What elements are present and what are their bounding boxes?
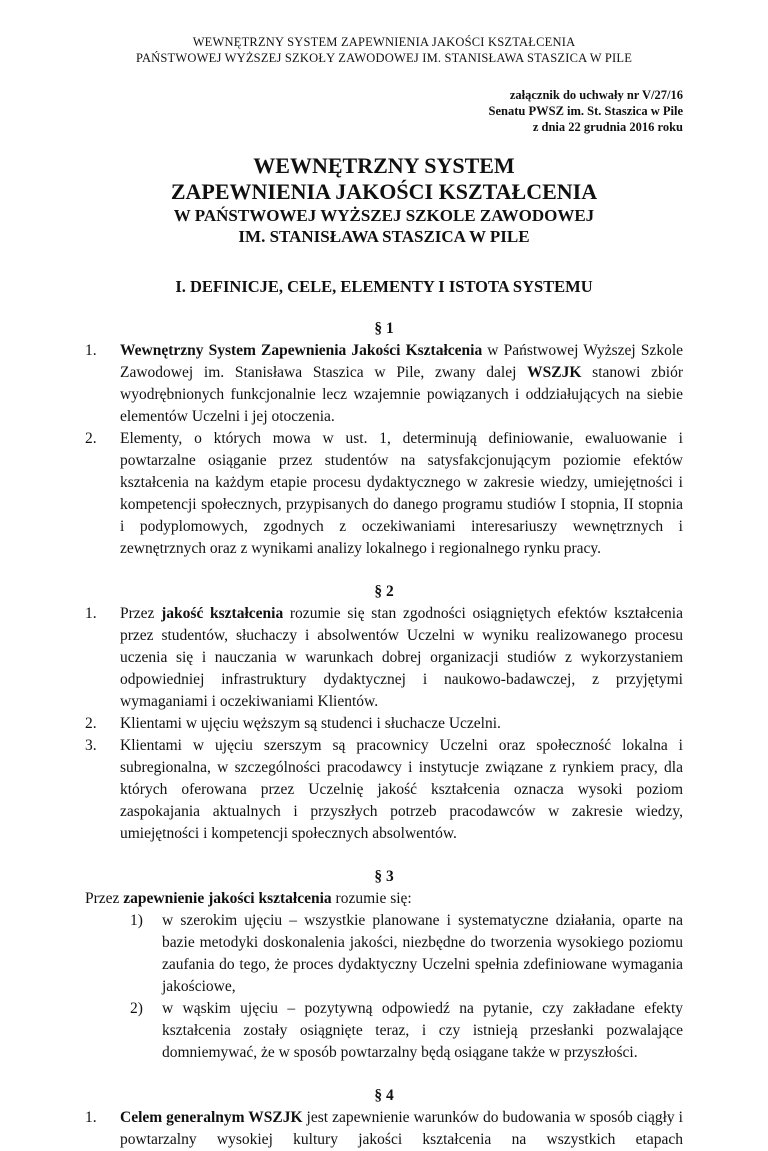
sections — [85, 318, 683, 1151]
list-item-number: 2. — [85, 715, 97, 732]
text: Klientami w ujęciu szerszym są pracownicy Uczelni oraz społeczność lokalna i subregionalna, w szczególności pracodawcy i instytucje związane z rynkiem pracy, dla których oferowana przez Uczelnię jakość kształcenia oznacza wysoki poziom zaspokajania aktualnych i przyszłych potrzeb pracodawców w zakresie wiedzy, umiejętności i kompetencji społecznych absolwentów. — [120, 737, 683, 842]
section-mark: § 2 — [374, 583, 394, 600]
bold-text: zapewnienie jakości kształcenia — [123, 890, 332, 907]
attachment-note-line2: Senatu PWSZ im. St. Staszica w Pile — [488, 104, 683, 118]
section-mark: § 1 — [374, 320, 394, 337]
chapter-heading: I. DEFINICJE, CELE, ELEMENTY I ISTOTA SYSTEMU — [175, 277, 593, 296]
text: Przez — [85, 890, 124, 907]
list-item — [130, 998, 683, 1064]
section-2 — [85, 581, 683, 845]
text: w szerokim ujęciu – wszystkie planowane i systematyczne działania, oparte na bazie metodyki doskonalenia jakości, niezbędne do tworzenia wysokiego poziomu zaufania do tego, że proces dydaktyczny Uczelni spełnia zdefiniowane wymagania jakościowe, — [162, 912, 683, 995]
section-4 — [85, 1085, 683, 1151]
text: Elementy, o których mowa w ust. 1, determinują definiowanie, ewaluowanie i powtarzalne osiąganie przez studentów na satysfakcjonującym poziomie efektów kształcenia na każdym etapie procesu dydaktycznego w zakresie wiedzy, umiejętności i kompetencji społecznych, przypisanych do danego programu studiów I stopnia, II stopnia i podyplomowych, zgodnych z oczekiwaniami interesariuszy wewnętrznych i zewnętrznych oraz z wynikami analizy lokalnego i regionalnego rynku pracy. — [120, 430, 683, 557]
list-item-number: 3. — [85, 737, 97, 754]
list-item-text — [120, 340, 683, 428]
list-item-number: 2) — [130, 1000, 143, 1017]
list-item — [85, 428, 683, 560]
list-item-text — [120, 735, 683, 845]
list-item-number: 1. — [85, 342, 97, 359]
bold-text: Celem generalnym WSZJK — [120, 1109, 303, 1126]
institution-header-line2: PAŃSTWOWEJ WYŻSZEJ SZKOŁY ZAWODOWEJ IM. STANISŁAWA STASZICA W PILE — [135, 51, 633, 65]
bold-text: jakość kształcenia — [161, 605, 284, 622]
list-item-text — [120, 1107, 683, 1151]
list-item-number: 1. — [85, 605, 97, 622]
list-item-text — [162, 910, 683, 998]
section-mark: § 4 — [374, 1087, 394, 1104]
bold-text: WSZJK — [527, 364, 582, 381]
document-title-line4: IM. STANISŁAWA STASZICA W PILE — [238, 227, 530, 246]
list-item — [85, 603, 683, 713]
document-title-line3: W PAŃSTWOWEJ WYŻSZEJ SZKOLE ZAWODOWEJ — [173, 206, 595, 225]
list-item — [130, 910, 683, 998]
text: rozumie się: — [331, 890, 412, 907]
list-item — [85, 735, 683, 845]
text: stanowi zbiór wyodrębnionych funkcjonalnie lecz wzajemnie powiązanych i oddziałujących na siebie elementów Uczelni i jej otoczenia. — [120, 364, 683, 425]
list-item-number: 2. — [85, 430, 97, 447]
text: rozumie się stan zgodności osiągniętych efektów kształcenia przez studentów, słuchaczy i absolwentów Uczelni w wyniku realizowanego procesu uczenia się i nauczania w warunkach dobrej organizacji studiów z wykorzystaniem odpowiedniej infrastruktury dydaktycznej i naukowo-badawczej, z przyjętymi wymaganiami i oczekiwaniami Klientów. — [120, 605, 683, 710]
list-item-text — [162, 998, 683, 1064]
list-item — [85, 340, 683, 428]
section-mark: § 3 — [374, 868, 394, 885]
list-item-text — [120, 713, 683, 735]
document-title-line2: ZAPEWNIENIA JAKOŚCI KSZTAŁCENIA — [170, 179, 598, 204]
institution-header-line1: WEWNĘTRZNY SYSTEM ZAPEWNIENIA JAKOŚCI KSZTAŁCENIA — [192, 35, 576, 49]
list-item — [85, 713, 683, 735]
section-intro — [85, 888, 683, 910]
document-title — [85, 153, 683, 247]
text: w Państwowej Wyższej Szkole Zawodowej im. Stanisława Staszica w Pile, zwany dalej — [120, 342, 683, 381]
list-item — [85, 1107, 683, 1151]
attachment-note-line3: z dnia 22 grudnia 2016 roku — [532, 120, 683, 134]
text: jest zapewnienie warunków do budowania w sposób ciągły i powtarzalny wysokiej kultury jakości kształcenia na wszystkich etapach — [120, 1109, 683, 1148]
document-title-line1: WEWNĘTRZNY SYSTEM — [253, 153, 515, 178]
section-1 — [85, 318, 683, 560]
attachment-note — [85, 87, 683, 135]
text: w wąskim ujęciu – pozytywną odpowiedź na pytanie, czy zakładane efekty kształcenia zostały osiągnięte teraz, i czy istnieją przesłanki pozwalające domniemywać, że w sposób powtarzalny będą osiągane także w przyszłości. — [162, 1000, 683, 1061]
list-item-text — [120, 603, 683, 713]
section-3 — [85, 866, 683, 1064]
text: Przez — [120, 605, 162, 622]
list-item-text — [120, 428, 683, 560]
text: Klientami w ujęciu węższym są studenci i słuchacze Uczelni. — [120, 715, 501, 732]
bold-text: Wewnętrzny System Zapewnienia Jakości Kształcenia — [120, 342, 483, 359]
institution-header — [85, 34, 683, 66]
list-item-number: 1) — [130, 912, 143, 929]
attachment-note-line1: załącznik do uchwały nr V/27/16 — [509, 88, 683, 102]
list-item-number: 1. — [85, 1109, 97, 1126]
